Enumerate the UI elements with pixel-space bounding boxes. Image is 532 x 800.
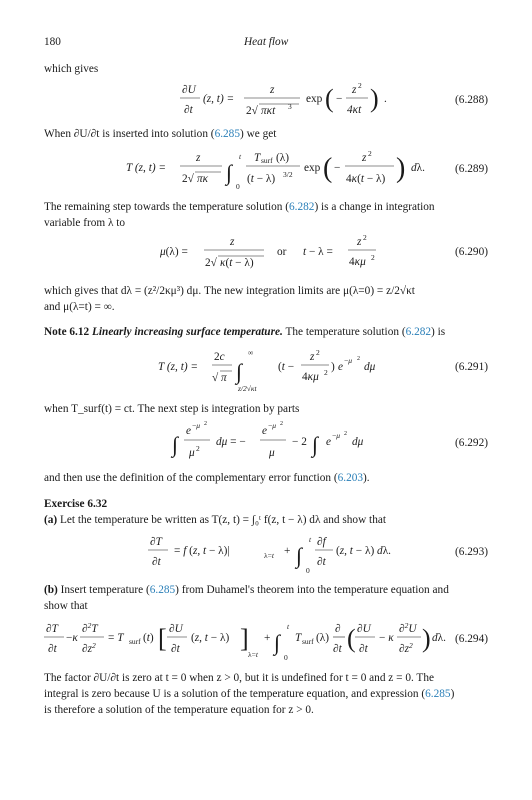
svg-text:T: T xyxy=(254,152,261,164)
svg-text:μ: μ xyxy=(189,447,195,459)
svg-text:2: 2 xyxy=(196,444,200,453)
exercise-part-b-text: Insert temperature ( xyxy=(60,584,150,596)
svg-text:πκt: πκt xyxy=(261,105,276,117)
svg-text:dλ.: dλ. xyxy=(411,162,425,174)
svg-text:]: ] xyxy=(240,624,249,653)
svg-text:− κ: − κ xyxy=(379,632,394,644)
final-paragraph-text: integral is zero because U is a solution of the temperature equation, and expression ( xyxy=(44,688,426,700)
svg-text:+: + xyxy=(264,632,271,644)
svg-text:2√: 2√ xyxy=(246,105,258,117)
svg-text:surf: surf xyxy=(129,637,141,646)
svg-text:+: + xyxy=(284,545,291,557)
svg-text:(: ( xyxy=(347,624,356,653)
svg-text:∂2T: ∂$^2$T xyxy=(82,621,98,635)
ref-link-6-282-note[interactable]: 6.282 xyxy=(405,326,432,338)
svg-text:μ: μ xyxy=(269,447,275,459)
note-label: Note 6.12 xyxy=(44,326,90,338)
svg-text:2: 2 xyxy=(363,233,367,242)
equation-6-294 xyxy=(44,620,454,675)
svg-text:(z, t − λ): (z, t − λ) xyxy=(191,632,230,644)
svg-text:∂2U: ∂$^2$U xyxy=(399,621,417,635)
svg-text:(t − λ): (t − λ) xyxy=(247,173,276,185)
final-paragraph-line3: is therefore a solution of the temperature equation for z > 0. xyxy=(44,704,314,716)
svg-text:2: 2 xyxy=(344,431,347,437)
svg-text:∂t: ∂t xyxy=(359,643,368,655)
equation-6-289 xyxy=(126,147,446,204)
equation-6-293-graphic xyxy=(146,533,416,585)
svg-text:T (z, t) =: T (z, t) = xyxy=(126,162,167,174)
equation-6-293 xyxy=(146,533,416,588)
paragraph-text: ). xyxy=(363,472,370,484)
paragraph-which-gives: which gives xyxy=(44,63,99,75)
svg-text:t − λ =: t − λ = xyxy=(303,246,333,258)
equation-number-6-294: (6.294) xyxy=(455,633,488,645)
equation-number-6-290: (6.290) xyxy=(455,246,488,258)
svg-text:∂U: ∂U xyxy=(357,623,371,635)
svg-text:2: 2 xyxy=(358,81,362,90)
svg-text:= f (z, t − λ)|: = f (z, t − λ)| xyxy=(174,545,230,557)
svg-text:πκ: πκ xyxy=(197,173,209,185)
svg-text:z: z xyxy=(270,84,275,96)
svg-text:2√: 2√ xyxy=(182,173,194,185)
svg-text:T: T xyxy=(295,632,302,644)
exercise-part-a-text: Let the temperature be written as T(z, t) = ∫₀ᵗ f(z, t − λ) dλ and show that xyxy=(60,514,386,526)
svg-text:4κμ: 4κμ xyxy=(349,256,366,268)
paragraph-text: ) is a change in integration xyxy=(314,201,435,213)
svg-text:[: [ xyxy=(158,624,167,653)
svg-text:4κ(t − λ): 4κ(t − λ) xyxy=(346,173,386,185)
svg-text:(: ( xyxy=(325,84,334,113)
ref-link-6-203[interactable]: 6.203 xyxy=(337,472,364,484)
svg-text:∫: ∫ xyxy=(236,359,243,384)
paragraph-which-gives-dl: which gives that dλ = (z²/2κμ³) dμ. The new integration limits are μ(λ=0) = z/2√κt xyxy=(44,285,415,297)
svg-text:2: 2 xyxy=(357,356,360,362)
svg-text:): ) xyxy=(370,84,379,113)
svg-text:z: z xyxy=(362,152,367,164)
equation-6-292 xyxy=(172,420,402,475)
svg-text:0: 0 xyxy=(236,182,240,191)
svg-text:∂: ∂ xyxy=(335,623,341,635)
svg-text:dμ: dμ xyxy=(352,436,364,448)
ref-link-6-282[interactable]: 6.282 xyxy=(289,201,315,213)
svg-text:∫: ∫ xyxy=(296,543,303,568)
page-number: 180 xyxy=(44,36,61,48)
ref-link-6-285-exercise[interactable]: 6.285 xyxy=(149,584,176,596)
svg-text:π: π xyxy=(221,372,227,384)
exercise-part-b xyxy=(44,582,449,598)
svg-text:∫: ∫ xyxy=(312,432,319,457)
note-6-12 xyxy=(44,324,445,340)
svg-text:∂U: ∂U xyxy=(182,84,196,96)
svg-text:z/2√κt: z/2√κt xyxy=(238,384,257,393)
paragraph-remaining-step xyxy=(44,199,435,215)
exercise-part-b-text: ) from Duhamel's theorem into the temperature equation and xyxy=(175,584,449,596)
svg-text:∂U: ∂U xyxy=(169,623,183,635)
svg-text:∂t: ∂t xyxy=(317,556,326,568)
paragraph-text: The remaining step towards the temperature solution ( xyxy=(44,201,290,213)
svg-text:−: − xyxy=(336,93,343,105)
svg-text:e: e xyxy=(338,361,344,373)
paragraph-remaining-step-line2: variable from λ to xyxy=(44,217,126,229)
equation-6-294-graphic xyxy=(44,620,454,672)
svg-text:(λ): (λ) xyxy=(276,152,290,164)
exercise-title: Exercise 6.32 xyxy=(44,498,108,510)
svg-text:κ(t − λ): κ(t − λ) xyxy=(220,257,254,269)
exercise-part-b-line2: show that xyxy=(44,600,88,612)
svg-text:2√: 2√ xyxy=(205,257,217,269)
svg-text:−κ: −κ xyxy=(66,632,78,644)
svg-text:∫: ∫ xyxy=(172,432,179,457)
svg-text:dλ.: dλ. xyxy=(432,632,446,644)
exercise-part-a xyxy=(44,512,386,528)
or-word: or xyxy=(277,246,287,258)
svg-text:(: ( xyxy=(323,153,333,184)
paragraph-text: ) we get xyxy=(239,128,277,140)
svg-text:∂t: ∂t xyxy=(152,556,161,568)
equation-number-6-293: (6.293) xyxy=(455,546,488,558)
svg-text:(t −: (t − xyxy=(278,361,295,373)
svg-text:(t): (t) xyxy=(143,632,154,644)
equation-number-6-292: (6.292) xyxy=(455,437,488,449)
svg-text:3/2: 3/2 xyxy=(283,170,293,179)
svg-text:e: e xyxy=(262,425,268,437)
exercise-part-a-label: (a) xyxy=(44,514,58,526)
svg-text:− 2: − 2 xyxy=(292,436,307,448)
svg-text:2: 2 xyxy=(204,421,207,427)
svg-text:z: z xyxy=(310,351,315,363)
svg-text:0: 0 xyxy=(306,566,310,575)
svg-text:μ(λ) =: μ(λ) = xyxy=(160,246,188,258)
note-text: ) is xyxy=(431,326,446,338)
svg-text:t: t xyxy=(287,622,290,631)
paragraph-when-tsurf: when T_surf(t) = ct. The next step is integration by parts xyxy=(44,403,300,415)
svg-text:(z, t) =: (z, t) = xyxy=(203,93,235,105)
svg-text:−μ: −μ xyxy=(332,431,340,440)
note-text: The temperature solution ( xyxy=(285,326,406,338)
equation-6-288-graphic xyxy=(170,82,410,132)
svg-text:z: z xyxy=(357,236,362,248)
svg-text:∂T: ∂T xyxy=(150,536,162,548)
equation-6-292-graphic xyxy=(172,420,402,472)
svg-text:2: 2 xyxy=(371,253,375,262)
svg-text:2: 2 xyxy=(368,149,372,158)
svg-text:3: 3 xyxy=(288,102,292,111)
equation-6-291-graphic xyxy=(158,343,418,397)
svg-text:√: √ xyxy=(212,372,219,384)
svg-text:∫: ∫ xyxy=(274,630,281,655)
svg-text:0: 0 xyxy=(284,653,288,662)
svg-text:exp: exp xyxy=(306,93,323,105)
svg-text:−μ: −μ xyxy=(192,421,200,430)
final-paragraph-line2 xyxy=(44,686,454,702)
svg-text:∂z2: $\partial z^2$ xyxy=(82,641,96,655)
equation-6-290-graphic xyxy=(160,234,420,284)
svg-text:∂f: ∂f xyxy=(317,536,326,548)
svg-text:∂t: ∂t xyxy=(48,643,57,655)
svg-text:(λ): (λ) xyxy=(316,632,330,644)
svg-text:surf: surf xyxy=(261,156,273,165)
svg-text:= T: = T xyxy=(108,632,124,644)
svg-text:λ=t: λ=t xyxy=(248,650,258,659)
equation-number-6-288: (6.288) xyxy=(455,94,488,106)
svg-text:2: 2 xyxy=(324,368,328,377)
svg-text:dμ = −: dμ = − xyxy=(216,436,246,448)
svg-text:∂T: ∂T xyxy=(46,623,58,635)
svg-text:2c: 2c xyxy=(214,351,225,363)
equation-number-6-289: (6.289) xyxy=(455,163,488,175)
paragraph-text: When ∂U/∂t is inserted into solution ( xyxy=(44,128,215,140)
running-title: Heat flow xyxy=(244,36,289,48)
final-paragraph-line1: The factor ∂U/∂t is zero at t = 0 when z > 0, but it is undefined for t = 0 and z = 0. The xyxy=(44,672,434,684)
paragraph-complementary-error xyxy=(44,470,370,486)
svg-text:∂z2: $\partial z^2$ xyxy=(399,641,413,655)
paragraph-which-gives-dl-line2: and μ(λ=t) = ∞. xyxy=(44,301,115,313)
svg-text:dμ: dμ xyxy=(364,361,376,373)
svg-text:T (z, t) =: T (z, t) = xyxy=(158,361,199,373)
svg-text:exp: exp xyxy=(304,162,321,174)
svg-text:t: t xyxy=(239,152,242,161)
svg-text:surf: surf xyxy=(302,637,314,646)
svg-text:): ) xyxy=(422,624,431,653)
exercise-part-b-label: (b) xyxy=(44,584,58,596)
svg-text:∂t: ∂t xyxy=(333,643,342,655)
paragraph-text: and then use the definition of the complementary error function ( xyxy=(44,472,338,484)
ref-link-6-285-final[interactable]: 6.285 xyxy=(425,688,451,700)
svg-text:): ) xyxy=(396,153,406,184)
svg-text:∂t: ∂t xyxy=(171,643,180,655)
svg-text:−μ: −μ xyxy=(344,356,352,365)
svg-text:): ) xyxy=(331,361,335,373)
final-paragraph-text: ) xyxy=(450,688,455,700)
ref-link-6-285[interactable]: 6.285 xyxy=(214,128,240,140)
paragraph-when-inserted xyxy=(44,126,276,142)
equation-6-289-graphic xyxy=(126,147,446,201)
equation-6-291 xyxy=(158,343,418,400)
svg-text:z: z xyxy=(196,152,201,164)
svg-text:4κμ: 4κμ xyxy=(302,371,319,383)
svg-text:t: t xyxy=(309,535,312,544)
svg-text:4κt: 4κt xyxy=(347,104,362,116)
svg-text:∞: ∞ xyxy=(248,348,254,357)
svg-text:(z, t − λ) dλ.: (z, t − λ) dλ. xyxy=(336,545,392,557)
svg-text:−: − xyxy=(334,162,341,174)
svg-text:∂t: ∂t xyxy=(184,104,193,116)
note-title: Linearly increasing surface temperature. xyxy=(92,326,283,338)
svg-text:2: 2 xyxy=(280,421,283,427)
svg-text:e: e xyxy=(186,425,192,437)
svg-text:e: e xyxy=(326,436,332,448)
svg-text:z: z xyxy=(352,84,357,96)
svg-text:.: . xyxy=(384,93,387,105)
svg-text:2: 2 xyxy=(316,348,320,357)
svg-text:z: z xyxy=(230,236,235,248)
equation-6-290 xyxy=(160,234,420,287)
svg-text:∫: ∫ xyxy=(226,160,233,185)
svg-text:λ=t: λ=t xyxy=(264,551,274,560)
svg-text:−μ: −μ xyxy=(268,421,276,430)
equation-number-6-291: (6.291) xyxy=(455,361,488,373)
